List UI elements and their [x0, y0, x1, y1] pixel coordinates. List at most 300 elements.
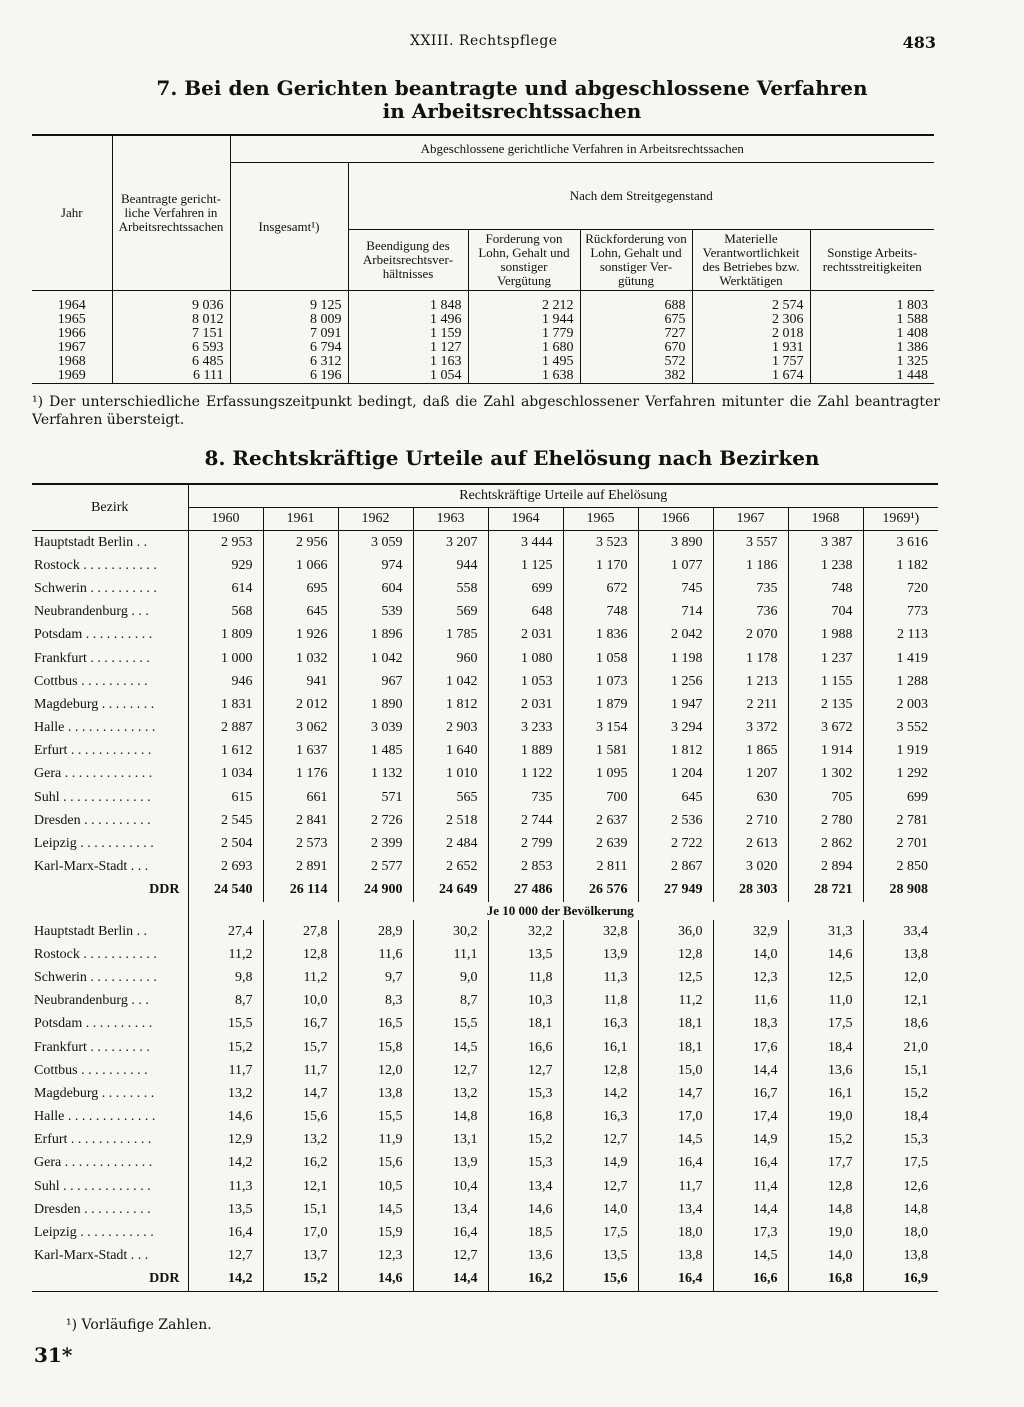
year-cell: 1968 [32, 355, 112, 369]
value-cell: 1 010 [413, 763, 488, 786]
value-cell: 2 903 [413, 717, 488, 740]
value-cell: 967 [338, 670, 413, 693]
value-cell: 2 887 [188, 717, 263, 740]
value-cell: 2 574 [692, 291, 810, 314]
value-cell: 13,8 [338, 1082, 413, 1105]
value-cell: 1 640 [413, 740, 488, 763]
col-forderung: Forderung von Lohn, Gehalt und sonstiger Vergütung [468, 230, 580, 291]
total-cell: 15,2 [263, 1268, 338, 1292]
value-cell: 1 256 [638, 670, 713, 693]
bezirk-cell: Suhl . . . . . . . . . . . . . [32, 786, 188, 809]
table-row [32, 624, 938, 647]
value-cell: 15,7 [263, 1036, 338, 1059]
value-cell: 1 325 [896, 354, 928, 369]
value-cell: 2 306 [692, 313, 810, 327]
value-cell: 2 862 [788, 832, 863, 855]
bezirk-cell: Karl-Marx-Stadt . . . [32, 856, 188, 879]
table-row [32, 832, 938, 855]
value-cell: 645 [638, 786, 713, 809]
value-cell: 3 557 [713, 531, 788, 555]
value-cell: 3 372 [713, 717, 788, 740]
value-cell: 12,5 [788, 966, 863, 989]
value-cell: 16,1 [788, 1082, 863, 1105]
value-cell: 8 012 [112, 313, 230, 327]
value-cell: 604 [338, 577, 413, 600]
value-cell: 944 [413, 554, 488, 577]
value-cell: 13,5 [188, 1198, 263, 1221]
value-cell: 15,2 [903, 1085, 928, 1101]
value-cell: 1 077 [638, 554, 713, 577]
value-cell: 2 031 [488, 693, 563, 716]
col-materielle: Materielle Verantwortlichkeit des Betriebes bzw. Werktätigen [692, 230, 810, 291]
value-cell: 15,2 [488, 1129, 563, 1152]
table-row [32, 531, 938, 555]
value-cell: 3 020 [713, 856, 788, 879]
value-cell: 630 [713, 786, 788, 809]
col-year: 1960 [188, 508, 263, 531]
value-cell: 14,5 [713, 1245, 788, 1268]
value-cell: 15,0 [638, 1059, 713, 1082]
table-row [32, 1106, 938, 1129]
value-cell: 11,8 [563, 990, 638, 1013]
value-cell: 1 058 [563, 647, 638, 670]
value-cell: 12,7 [413, 1059, 488, 1082]
value-cell: 1 213 [713, 670, 788, 693]
value-cell: 16,7 [263, 1013, 338, 1036]
bezirk-cell: Erfurt . . . . . . . . . . . . [32, 1129, 188, 1152]
value-cell: 2 518 [413, 809, 488, 832]
bezirk-cell: Dresden . . . . . . . . . . [32, 809, 188, 832]
value-cell: 32,2 [488, 920, 563, 943]
value-cell: 748 [563, 601, 638, 624]
value-cell: 1 581 [563, 740, 638, 763]
value-cell: 1 448 [896, 368, 928, 383]
value-cell: 727 [580, 327, 692, 341]
value-cell: 1 588 [896, 312, 928, 327]
value-cell: 18,4 [788, 1036, 863, 1059]
value-cell: 2 867 [638, 856, 713, 879]
value-cell: 1 896 [338, 624, 413, 647]
year-cell: 1966 [32, 327, 112, 341]
value-cell: 16,5 [338, 1013, 413, 1036]
table-row [32, 369, 934, 384]
value-cell: 14,7 [638, 1082, 713, 1105]
value-cell: 11,7 [188, 1059, 263, 1082]
table8-footnote: ¹) Vorläufige Zahlen. [66, 1317, 212, 1333]
value-cell: 1 809 [188, 624, 263, 647]
value-cell: 382 [580, 369, 692, 384]
value-cell: 12,9 [188, 1129, 263, 1152]
value-cell: 6 111 [112, 369, 230, 384]
table-row [32, 717, 938, 740]
value-cell: 18,6 [903, 1016, 928, 1032]
bezirk-cell: Erfurt . . . . . . . . . . . . [32, 740, 188, 763]
value-cell: 27,8 [263, 920, 338, 943]
total-cell: 16,4 [638, 1268, 713, 1292]
value-cell: 1 757 [692, 355, 810, 369]
value-cell: 15,6 [338, 1152, 413, 1175]
value-cell: 13,9 [413, 1152, 488, 1175]
col-year: 1969¹) [863, 508, 938, 531]
total-row [32, 879, 938, 902]
value-cell: 15,1 [263, 1198, 338, 1221]
value-cell: 16,8 [488, 1106, 563, 1129]
col-rueckforderung: Rückforderung von Lohn, Gehalt und sonstiger Vergütung [580, 230, 692, 291]
value-cell: 13,1 [413, 1129, 488, 1152]
table7-footnote: ¹) Der unterschiedliche Erfassungszeitpunkt bedingt, daß die Zahl abgeschlossener Verfahren mitunter die Zahl beantragter Verfahren übersteigt. [32, 394, 940, 428]
value-cell: 661 [263, 786, 338, 809]
value-cell: 15,9 [338, 1221, 413, 1244]
table-row [32, 809, 938, 832]
total-cell: 24 900 [338, 879, 413, 902]
value-cell: 10,0 [263, 990, 338, 1013]
value-cell: 2 012 [263, 693, 338, 716]
table-row [32, 601, 938, 624]
value-cell: 32,8 [563, 920, 638, 943]
value-cell: 1 890 [338, 693, 413, 716]
value-cell: 13,6 [488, 1245, 563, 1268]
value-cell: 1 779 [468, 327, 580, 341]
value-cell: 1 080 [488, 647, 563, 670]
value-cell: 11,9 [338, 1129, 413, 1152]
value-cell: 12,8 [263, 943, 338, 966]
value-cell: 3 672 [788, 717, 863, 740]
value-cell: 1 812 [638, 740, 713, 763]
value-cell: 2 212 [468, 291, 580, 314]
value-cell: 2 956 [263, 531, 338, 555]
total-cell: 15,6 [563, 1268, 638, 1292]
value-cell: 1 803 [896, 298, 928, 313]
value-cell: 17,5 [563, 1221, 638, 1244]
value-cell: 735 [713, 577, 788, 600]
total-cell: 14,6 [338, 1268, 413, 1292]
value-cell: 14,6 [488, 1198, 563, 1221]
value-cell: 1 496 [348, 313, 468, 327]
value-cell: 13,4 [488, 1175, 563, 1198]
table-row [32, 740, 938, 763]
value-cell: 1 495 [468, 355, 580, 369]
value-cell: 18,0 [903, 1225, 928, 1241]
table-row [32, 1082, 938, 1105]
value-cell: 1 988 [788, 624, 863, 647]
value-cell: 14,0 [563, 1198, 638, 1221]
value-cell: 1 879 [563, 693, 638, 716]
value-cell: 16,7 [713, 1082, 788, 1105]
value-cell: 2 811 [563, 856, 638, 879]
value-cell: 2 637 [563, 809, 638, 832]
value-cell: 16,3 [563, 1106, 638, 1129]
total-cell: 28 721 [788, 879, 863, 902]
value-cell: 1 125 [488, 554, 563, 577]
col-year: 1964 [488, 508, 563, 531]
value-cell: 2 399 [338, 832, 413, 855]
value-cell: 3 616 [896, 534, 928, 550]
value-cell: 13,9 [563, 943, 638, 966]
value-cell: 14,8 [788, 1198, 863, 1221]
col-year: 1963 [413, 508, 488, 531]
value-cell: 1 944 [468, 313, 580, 327]
value-cell: 11,7 [638, 1175, 713, 1198]
total-cell: 14,4 [413, 1268, 488, 1292]
value-cell: 11,7 [263, 1059, 338, 1082]
value-cell: 1 637 [263, 740, 338, 763]
value-cell: 7 151 [112, 327, 230, 341]
value-cell: 12,7 [413, 1245, 488, 1268]
value-cell: 1 292 [896, 766, 928, 782]
value-cell: 2 031 [488, 624, 563, 647]
bezirk-cell: Cottbus . . . . . . . . . . [32, 1059, 188, 1082]
value-cell: 614 [188, 577, 263, 600]
value-cell: 16,6 [488, 1036, 563, 1059]
value-cell: 1 159 [348, 327, 468, 341]
value-cell: 645 [263, 601, 338, 624]
value-cell: 1 947 [638, 693, 713, 716]
value-cell: 1 419 [896, 650, 928, 666]
total-cell: 24 649 [413, 879, 488, 902]
table-row [32, 786, 938, 809]
value-cell: 1 122 [488, 763, 563, 786]
value-cell: 6 593 [112, 341, 230, 355]
value-cell: 748 [788, 577, 863, 600]
table-row [32, 355, 934, 369]
value-cell: 3 444 [488, 531, 563, 555]
table-row [32, 990, 938, 1013]
value-cell: 3 039 [338, 717, 413, 740]
value-cell: 2 573 [263, 832, 338, 855]
value-cell: 1 288 [896, 673, 928, 689]
value-cell: 18,1 [638, 1036, 713, 1059]
value-cell: 14,0 [788, 1245, 863, 1268]
total-cell: 16,9 [903, 1271, 928, 1287]
value-cell: 565 [413, 786, 488, 809]
value-cell: 17,3 [713, 1221, 788, 1244]
value-cell: 14,8 [903, 1201, 928, 1217]
value-cell: 17,5 [788, 1013, 863, 1036]
signature-mark: 31* [34, 1343, 73, 1367]
bezirk-cell: Neubrandenburg . . . [32, 601, 188, 624]
col-beantragte: Beantragte gerichtliche Verfahren in Arbeitsrechtssachen [112, 135, 230, 291]
value-cell: 32,9 [713, 920, 788, 943]
value-cell: 2 693 [188, 856, 263, 879]
value-cell: 11,2 [263, 966, 338, 989]
value-cell: 13,4 [638, 1198, 713, 1221]
value-cell: 2 953 [188, 531, 263, 555]
value-cell: 6 196 [230, 369, 348, 384]
value-cell: 15,8 [338, 1036, 413, 1059]
value-cell: 17,4 [713, 1106, 788, 1129]
table-row [32, 1013, 938, 1036]
value-cell: 1 095 [563, 763, 638, 786]
value-cell: 2 135 [788, 693, 863, 716]
table-row [32, 763, 938, 786]
value-cell: 648 [488, 601, 563, 624]
col-bezirk: Bezirk [32, 484, 188, 531]
value-cell: 12,3 [338, 1245, 413, 1268]
value-cell: 1 931 [692, 341, 810, 355]
value-cell: 15,3 [903, 1132, 928, 1148]
value-cell: 2 504 [188, 832, 263, 855]
value-cell: 569 [413, 601, 488, 624]
value-cell: 11,6 [713, 990, 788, 1013]
value-cell: 12,1 [903, 993, 928, 1009]
value-cell: 18,4 [903, 1109, 928, 1125]
value-cell: 1 865 [713, 740, 788, 763]
value-cell: 2 710 [713, 809, 788, 832]
total-cell: 28 303 [713, 879, 788, 902]
value-cell: 1 042 [413, 670, 488, 693]
value-cell: 675 [580, 313, 692, 327]
value-cell: 14,0 [713, 943, 788, 966]
value-cell: 1 302 [788, 763, 863, 786]
value-cell: 1 914 [788, 740, 863, 763]
value-cell: 539 [338, 601, 413, 624]
value-cell: 12,0 [338, 1059, 413, 1082]
total-cell: 26 576 [563, 879, 638, 902]
table-row [32, 1129, 938, 1152]
value-cell: 2 744 [488, 809, 563, 832]
value-cell: 18,1 [488, 1013, 563, 1036]
bezirk-cell: Potsdam . . . . . . . . . . [32, 624, 188, 647]
value-cell: 1 170 [563, 554, 638, 577]
bezirk-cell: Hauptstadt Berlin . . [32, 920, 188, 943]
table-row [32, 327, 934, 341]
value-cell: 17,5 [903, 1155, 928, 1171]
value-cell: 2 850 [896, 859, 928, 875]
value-cell: 974 [338, 554, 413, 577]
bezirk-cell: Frankfurt . . . . . . . . . [32, 1036, 188, 1059]
table7-title-line2: in Arbeitsrechtssachen [382, 99, 642, 123]
value-cell: 2 545 [188, 809, 263, 832]
value-cell: 17,0 [638, 1106, 713, 1129]
value-cell: 16,4 [413, 1221, 488, 1244]
value-cell: 2 722 [638, 832, 713, 855]
table8-title: 8. Rechtskräftige Urteile auf Ehelösung nach Bezirken [204, 446, 820, 470]
value-cell: 2 853 [488, 856, 563, 879]
bezirk-cell: Schwerin . . . . . . . . . . [32, 577, 188, 600]
value-cell: 1 408 [896, 326, 928, 341]
total-cell: 28 908 [889, 882, 928, 898]
value-cell: 3 552 [896, 720, 928, 736]
value-cell: 2 781 [896, 812, 928, 828]
value-cell: 2 701 [896, 836, 928, 852]
value-cell: 572 [580, 355, 692, 369]
value-cell: 1 155 [788, 670, 863, 693]
value-cell: 735 [488, 786, 563, 809]
total-cell: 16,2 [488, 1268, 563, 1292]
value-cell: 14,2 [188, 1152, 263, 1175]
table7-title-line1: 7. Bei den Gerichten beantragte und abgeschlossene Verfahren [156, 76, 868, 100]
value-cell: 2 003 [896, 696, 928, 712]
value-cell: 12,5 [638, 966, 713, 989]
col-year: 1968 [788, 508, 863, 531]
value-cell: 15,5 [338, 1106, 413, 1129]
total-cell: 26 114 [263, 879, 338, 902]
value-cell: 1 178 [713, 647, 788, 670]
total-cell: 16,6 [713, 1268, 788, 1292]
value-cell: 13,2 [413, 1082, 488, 1105]
value-cell: 714 [638, 601, 713, 624]
value-cell: 12,8 [788, 1175, 863, 1198]
value-cell: 1 831 [188, 693, 263, 716]
value-cell: 13,4 [413, 1198, 488, 1221]
table-row [32, 1245, 938, 1268]
value-cell: 1 204 [638, 763, 713, 786]
value-cell: 15,1 [903, 1062, 928, 1078]
table-row [32, 1198, 938, 1221]
chapter-title: XXIII. Rechtspflege [410, 33, 558, 49]
value-cell: 3 059 [338, 531, 413, 555]
value-cell: 12,8 [563, 1059, 638, 1082]
value-cell: 28,9 [338, 920, 413, 943]
total-cell: 14,2 [188, 1268, 263, 1292]
table-row [32, 1175, 938, 1198]
bezirk-cell: Halle . . . . . . . . . . . . . [32, 1106, 188, 1129]
table-row [32, 1152, 938, 1175]
value-cell: 18,0 [638, 1221, 713, 1244]
value-cell: 1 207 [713, 763, 788, 786]
value-cell: 15,3 [488, 1082, 563, 1105]
bezirk-cell: Leipzig . . . . . . . . . . . [32, 1221, 188, 1244]
total-cell: 27 486 [488, 879, 563, 902]
value-cell: 14,9 [713, 1129, 788, 1152]
bezirk-cell: Potsdam . . . . . . . . . . [32, 1013, 188, 1036]
value-cell: 11,2 [188, 943, 263, 966]
value-cell: 672 [563, 577, 638, 600]
value-cell: 1 237 [788, 647, 863, 670]
value-cell: 558 [413, 577, 488, 600]
value-cell: 14,5 [338, 1198, 413, 1221]
value-cell: 615 [188, 786, 263, 809]
col-year: 1966 [638, 508, 713, 531]
value-cell: 12,7 [188, 1245, 263, 1268]
value-cell: 16,3 [563, 1013, 638, 1036]
value-cell: 2 070 [713, 624, 788, 647]
value-cell: 14,4 [713, 1059, 788, 1082]
bezirk-cell: Suhl . . . . . . . . . . . . . [32, 1175, 188, 1198]
table-row [32, 693, 938, 716]
value-cell: 19,0 [788, 1221, 863, 1244]
table-row [32, 647, 938, 670]
table-subheader [32, 902, 938, 920]
value-cell: 11,3 [563, 966, 638, 989]
bezirk-cell: Hauptstadt Berlin . . [32, 531, 188, 555]
value-cell: 10,4 [413, 1175, 488, 1198]
year-cell: 1967 [32, 341, 112, 355]
value-cell: 17,0 [263, 1221, 338, 1244]
value-cell: 13,6 [788, 1059, 863, 1082]
value-cell: 15,6 [263, 1106, 338, 1129]
value-cell: 14,5 [638, 1129, 713, 1152]
value-cell: 2 894 [788, 856, 863, 879]
col-abgeschlossene: Abgeschlossene gerichtliche Verfahren in Arbeitsrechtssachen [230, 135, 934, 163]
col-year: 1961 [263, 508, 338, 531]
value-cell: 15,5 [188, 1013, 263, 1036]
value-cell: 13,5 [563, 1245, 638, 1268]
value-cell: 1 034 [188, 763, 263, 786]
value-cell: 1 132 [338, 763, 413, 786]
value-cell: 700 [563, 786, 638, 809]
value-cell: 1 836 [563, 624, 638, 647]
value-cell: 14,2 [563, 1082, 638, 1105]
value-cell: 12,7 [488, 1059, 563, 1082]
value-cell: 568 [188, 601, 263, 624]
col-jahr: Jahr [32, 135, 112, 291]
bezirk-cell: Leipzig . . . . . . . . . . . [32, 832, 188, 855]
value-cell: 1 186 [713, 554, 788, 577]
total-label: DDR [32, 879, 188, 902]
value-cell: 2 484 [413, 832, 488, 855]
value-cell: 3 387 [788, 531, 863, 555]
